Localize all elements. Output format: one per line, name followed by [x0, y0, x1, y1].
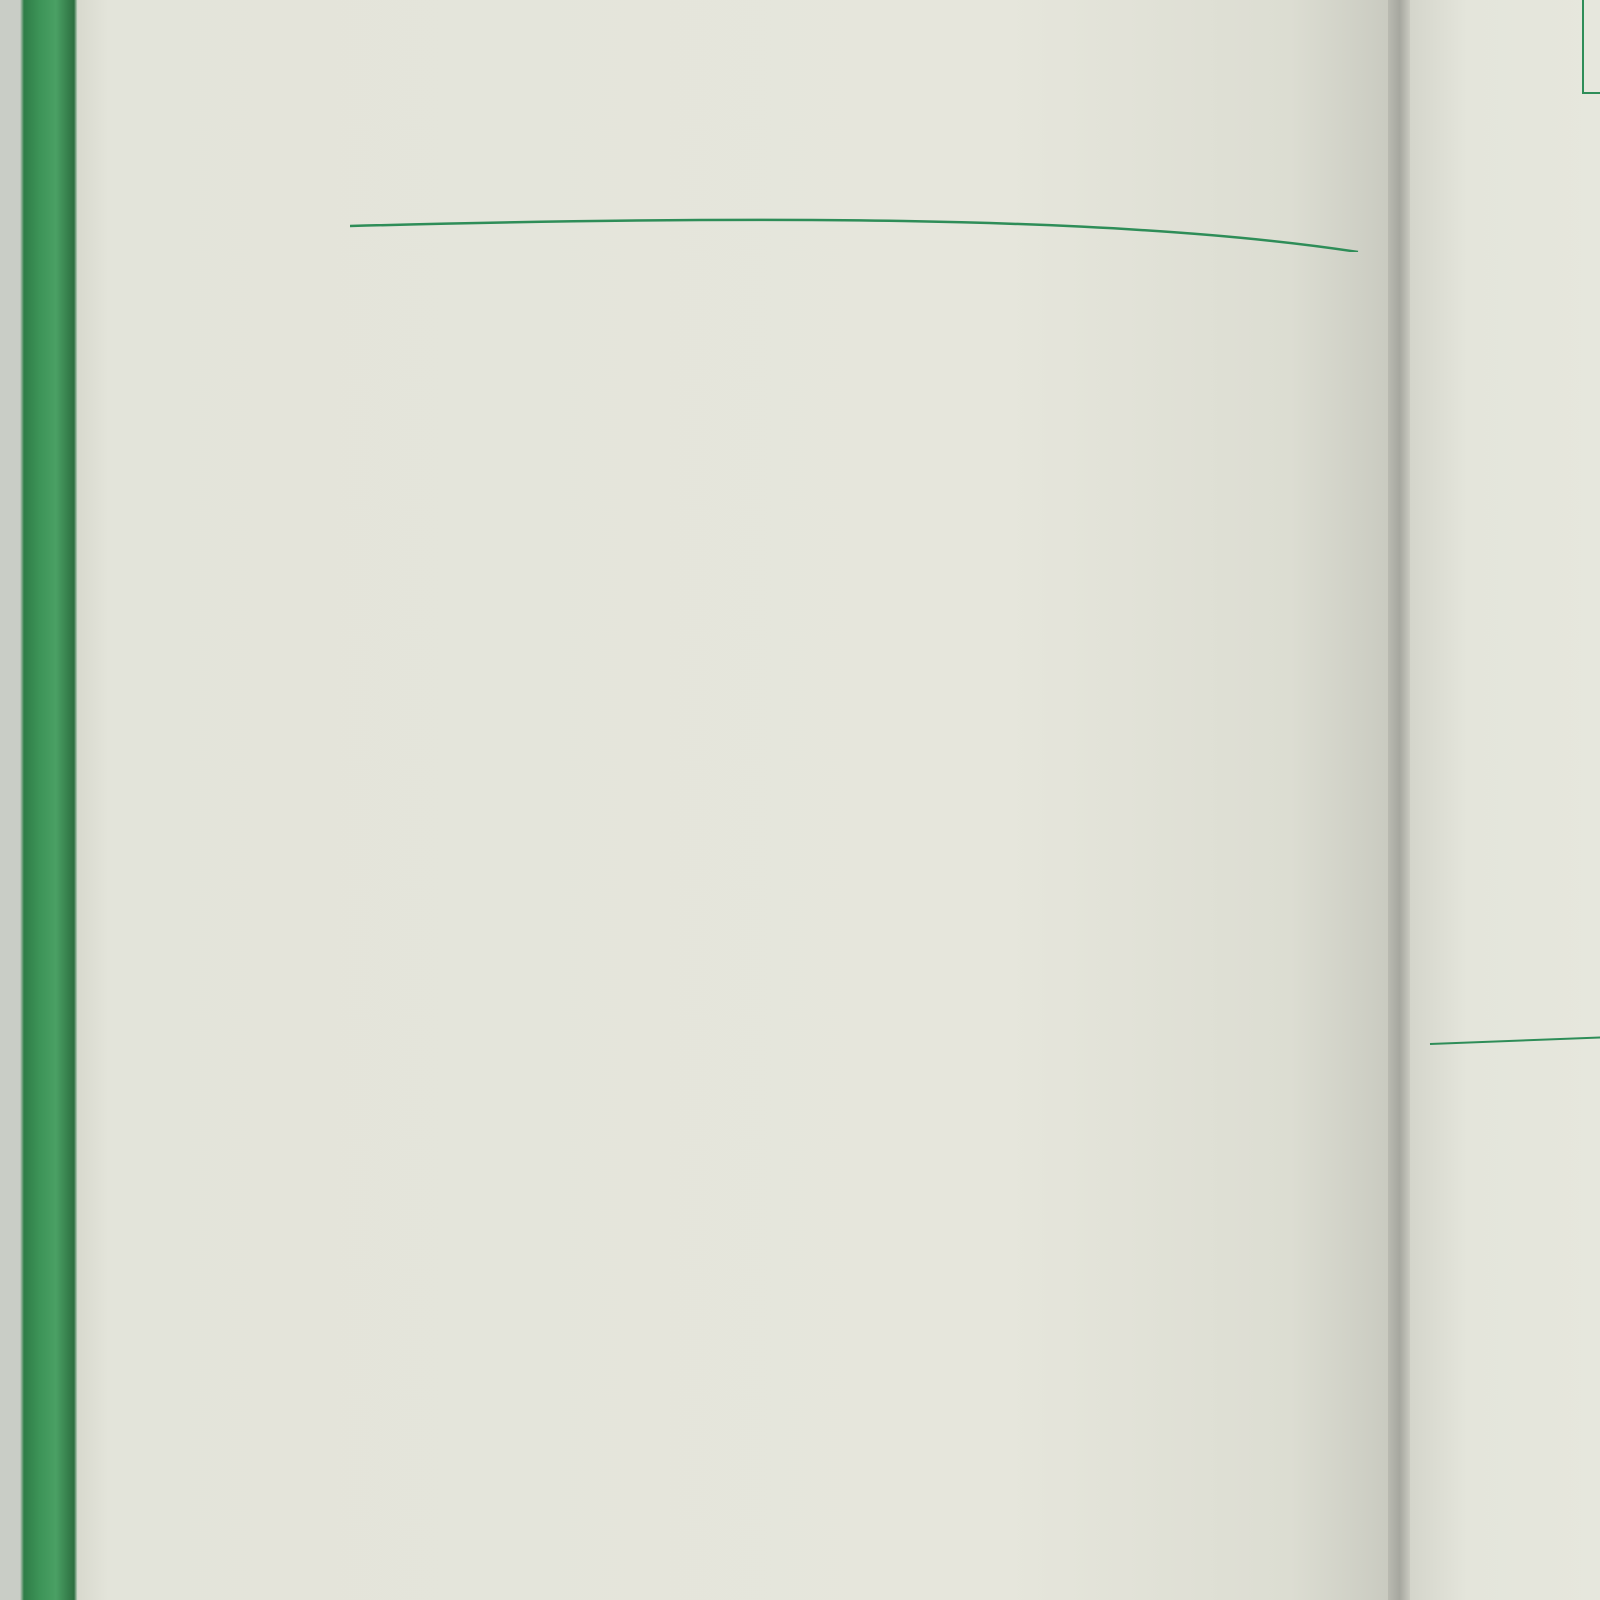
chapter-heading [352, 134, 381, 187]
heading-box-outline [1582, 0, 1600, 94]
right-page [1410, 0, 1600, 1600]
section-divider-rule [1430, 1036, 1600, 1045]
index-entry [345, 1562, 363, 1595]
chapter-number [352, 135, 353, 186]
chapter-divider-rule [350, 206, 1360, 252]
